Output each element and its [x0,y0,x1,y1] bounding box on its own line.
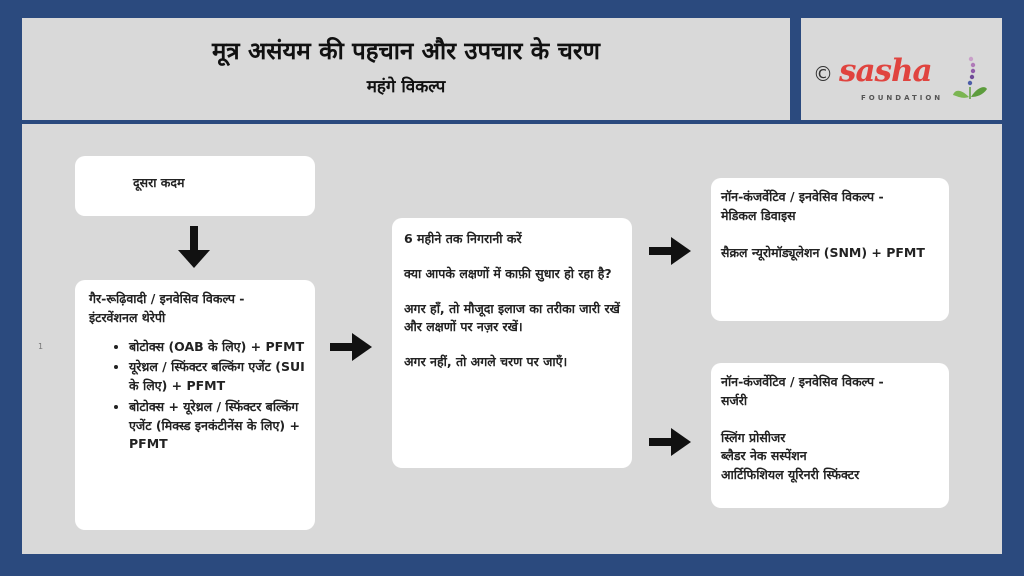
right-arrow-icon [330,332,374,362]
device-heading-line1: नॉन-कंजर्वेटिव / इनवेसिव विकल्प - [721,189,884,204]
step2-box [75,156,315,216]
surgery-heading-line1: नॉन-कंजर्वेटिव / इनवेसिव विकल्प - [721,374,884,389]
page-title: मूत्र असंयम की पहचान और उपचार के चरण [212,37,600,65]
logo-subtitle: FOUNDATION [861,94,944,102]
therapy-heading-line2: इंटरवेंशनल थेरेपी [89,309,166,325]
logo-panel [801,18,1002,120]
surgery-heading-line2: सर्जरी [721,392,748,408]
monitor-box [392,218,632,468]
surgery-box [711,363,949,508]
surgery-item: ब्लैडर नेक सस्पेंशन [721,448,807,464]
therapy-box [75,280,315,530]
page-subtitle: महंगे विकल्प [366,77,446,97]
list-item: • बोटोक्स (OAB के लिए) + PFMT [129,338,305,357]
therapy-heading-line1: गैर-रूढ़िवादी / इनवेसिव विकल्प - [89,291,245,306]
list-item: • यूरेथ्रल / स्फिंक्टर बल्किंग एजेंट (SUI के लिए) + PFMT [129,358,305,396]
device-body: सैक्रल न्यूरोमॉड्यूलेशन (SNM) + PFMT [721,244,925,260]
spine-leaf-icon [951,53,989,113]
right-arrow-icon [649,236,693,266]
copyright-symbol: © [813,62,833,86]
list-item: • बोटोक्स + यूरेथ्रल / स्फिंक्टर बल्किंग एजेंट (मिक्स्ड इनकंटीनेंस के लिए) + PFMT [129,398,305,454]
down-arrow-icon [176,226,212,270]
device-box [711,178,949,321]
step2-label: दूसरा कदम [133,175,185,190]
surgery-item: आर्टिफिशियल यूरिनरी स्फिंक्टर [721,467,860,482]
monitor-heading: 6 महीने तक निगरानी करें [404,231,522,246]
surgery-item: स्लिंग प्रोसीजर [721,429,786,445]
therapy-list [89,338,305,455]
logo-wordmark: sasha [839,53,932,89]
monitor-no-text: अगर नहीं, तो अगले चरण पर जाएँ। [404,354,568,369]
monitor-yes-text: अगर हाँ, तो मौजूदा इलाज का तरीका जारी रखें और लक्षणों पर नज़र रखें। [404,300,620,335]
title-panel [22,18,790,120]
right-arrow-icon [649,427,693,457]
monitor-question: क्या आपके लक्षणों में काफ़ी सुधार हो रहा है? [404,265,612,281]
device-heading-line2: मेडिकल डिवाइस [721,207,796,223]
page-number: 1 [38,342,44,351]
